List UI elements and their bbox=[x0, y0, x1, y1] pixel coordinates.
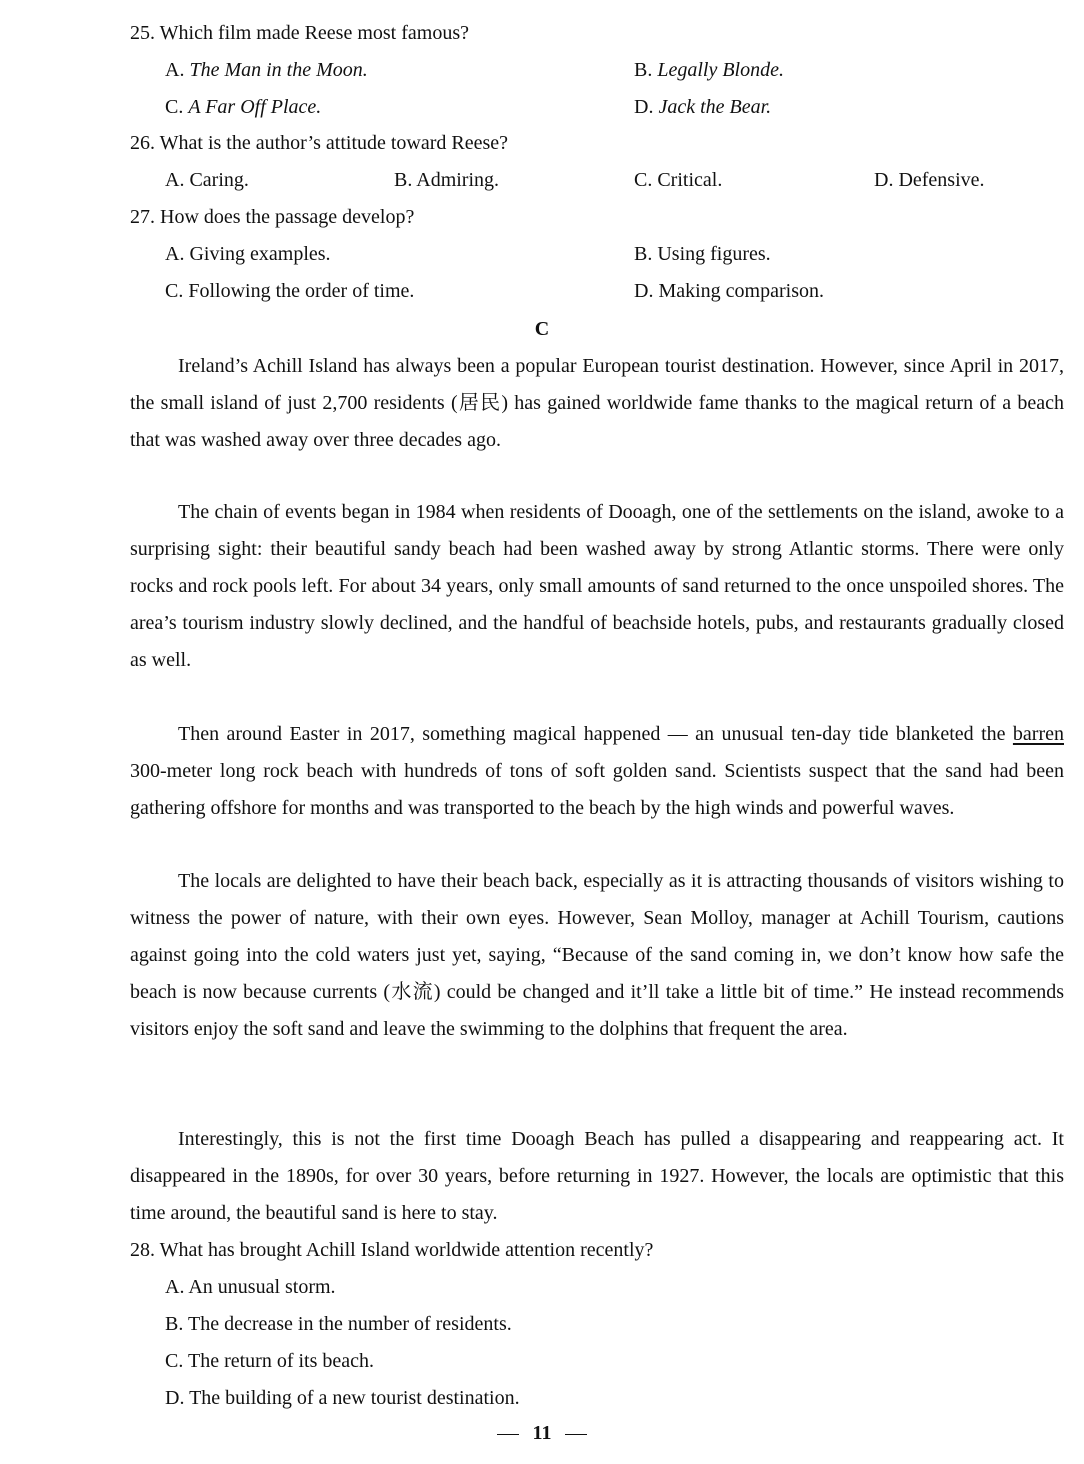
passage-paragraph-2: The chain of events began in 1984 when residents of Dooagh, one of the settlements on the island, awoke to a surprising sight: their beautiful sandy beach had been washed away by strong Atlantic storms. There were only rocks and rock pools left. For about 34 years, only small amounts of sand returned to the once unspoiled shores. The area’s tourism industry slowly declined, and the handful of beachside hotels, pubs, and restaurants gradually closed as well. bbox=[130, 501, 1064, 671]
option-letter: A. bbox=[165, 243, 185, 265]
option-letter: A. bbox=[165, 169, 185, 191]
option-letter: D. bbox=[634, 96, 654, 118]
passage-text: 300-meter long rock beach with hundreds of tons of soft golden sand. Scientists suspect that the sand had been gathering offshore for months and was transported to the beach by the high winds and powerful waves. bbox=[130, 760, 1064, 819]
question-26-stem: 26. What is the author’s attitude toward Reese? bbox=[130, 132, 509, 154]
option-text: Using figures. bbox=[657, 243, 771, 265]
option-text: Making comparison. bbox=[658, 280, 824, 302]
option-text: Defensive. bbox=[898, 169, 985, 191]
question-25-stem: 25. Which film made Reese most famous? bbox=[130, 22, 469, 44]
section-heading: C bbox=[534, 318, 550, 340]
option-letter: C. bbox=[634, 169, 653, 191]
passage-paragraph-1: Ireland’s Achill Island has always been a popular European tourist destination. However, since April in 2017, the small island of just 2,700 residents (居民) has gained worldwide fame thanks to the magical return of a beach that was washed away over three decades ago. bbox=[130, 355, 1064, 451]
question-25-option-a bbox=[165, 55, 368, 85]
option-text: Legally Blonde. bbox=[657, 59, 784, 81]
option-letter: C. bbox=[165, 280, 184, 302]
option-text: Caring. bbox=[189, 169, 249, 191]
option-letter: D. bbox=[874, 169, 894, 191]
option-letter: A. bbox=[165, 59, 185, 81]
question-25-option-c bbox=[165, 92, 321, 122]
question-28-option-a: A. An unusual storm. bbox=[165, 1276, 336, 1298]
footer-dash-right bbox=[565, 1434, 587, 1435]
question-25-option-d bbox=[634, 92, 771, 122]
passage-paragraph-3 bbox=[130, 716, 1064, 827]
page-footer bbox=[0, 1420, 1084, 1446]
option-letter: B. bbox=[634, 59, 653, 81]
option-text: Admiring. bbox=[416, 169, 500, 191]
question-25-option-b bbox=[634, 55, 784, 85]
page-number: 11 bbox=[532, 1422, 552, 1444]
option-letter: B. bbox=[634, 243, 653, 265]
passage-paragraph-5: Interestingly, this is not the first time Dooagh Beach has pulled a disappearing and reappearing act. It disappeared in the 1890s, for over 30 years, before returning in 1927. However, the locals are optimistic that this time around, the beautiful sand is here to stay. bbox=[130, 1128, 1064, 1224]
question-28-option-c: C. The return of its beach. bbox=[165, 1350, 375, 1372]
question-26-option-d bbox=[874, 165, 985, 195]
question-27-option-a bbox=[165, 239, 331, 269]
question-26-option-a bbox=[165, 165, 249, 195]
passage-text: Then around Easter in 2017, something magical happened — an unusual ten-day tide blanketed the bbox=[178, 723, 1013, 745]
question-27-option-c bbox=[165, 276, 414, 306]
option-letter: B. bbox=[394, 169, 413, 191]
question-27-option-b bbox=[634, 239, 771, 269]
footer-dash-left bbox=[497, 1434, 519, 1435]
option-text: Jack the Bear. bbox=[658, 96, 772, 118]
question-26-option-b bbox=[394, 165, 499, 195]
question-27-stem: 27. How does the passage develop? bbox=[130, 206, 415, 228]
option-letter: D. bbox=[634, 280, 654, 302]
question-28-option-d: D. The building of a new tourist destination. bbox=[165, 1387, 520, 1409]
option-text: A Far Off Place. bbox=[188, 96, 322, 118]
option-text: Giving examples. bbox=[189, 243, 331, 265]
option-letter: C. bbox=[165, 96, 184, 118]
option-text: Following the order of time. bbox=[188, 280, 415, 302]
option-text: The Man in the Moon. bbox=[189, 59, 368, 81]
question-28-option-b: B. The decrease in the number of residents. bbox=[165, 1313, 512, 1335]
option-text: Critical. bbox=[657, 169, 723, 191]
underlined-word: barren bbox=[1012, 723, 1064, 745]
question-26-option-c bbox=[634, 165, 722, 195]
question-27-option-d bbox=[634, 276, 824, 306]
question-28-stem: 28. What has brought Achill Island worldwide attention recently? bbox=[130, 1239, 654, 1261]
passage-paragraph-4: The locals are delighted to have their beach back, especially as it is attracting thousands of visitors wishing to witness the power of nature, with their own eyes. However, Sean Molloy, manager at Achill Tourism, cautions against going into the cold waters just yet, saying, “Because of the sand coming in, we don’t know how safe the beach is now because currents (水流) could be changed and it’ll take a little bit of time.” He instead recommends visitors enjoy the soft sand and leave the swimming to the dolphins that frequent the area. bbox=[130, 870, 1064, 1040]
